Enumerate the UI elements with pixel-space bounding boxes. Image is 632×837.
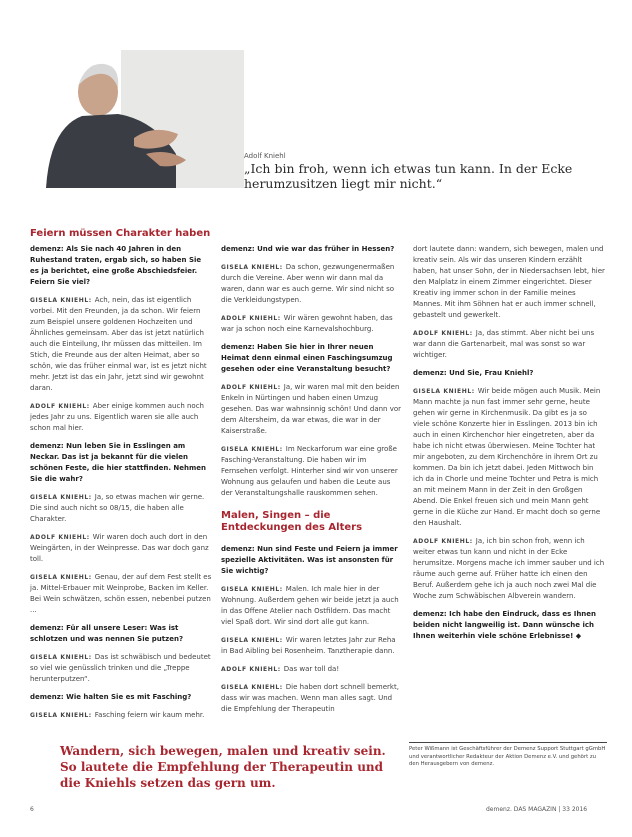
interview-question: demenz: Für all unsere Leser: Was ist schlotzen und was nennen Sie putzen? — [30, 624, 184, 643]
interview-answer — [413, 328, 605, 361]
speaker-label: ADOLF KNIEHL: — [413, 538, 473, 545]
speaker-label: GISELA KNIEHL: — [221, 586, 283, 593]
interview-answer — [221, 635, 403, 657]
speaker-label: GISELA KNIEHL: — [30, 712, 92, 719]
speaker-label: GISELA KNIEHL: — [413, 388, 475, 395]
speaker-label: ADOLF KNIEHL: — [30, 403, 90, 410]
answer-text: Wir waren letztes Jahr zur Reha in Bad Aibling bei Rosenheim. Tanztherapie dann. — [221, 636, 396, 655]
interview-question: demenz: Nun leben Sie in Esslingen am Neckar. Das ist ja bekannt für die vielen schönen Feste, die hier stattfinden. Nehmen Sie die wahr? — [30, 442, 207, 483]
column-2-bottom — [221, 544, 403, 722]
answer-text: Ja, wir waren mal mit den beiden Enkeln in Nürtingen und haben einen Umzug gesehen. Das war wahnsinnig schön! Und dann vor dem Altersheim, da war etwas, die war in der Kaiserstraße. — [221, 383, 402, 435]
column-3 — [413, 244, 605, 649]
header-quote: „Ich bin froh, wenn ich etwas tun kann. In der Ecke herumzusitzen liegt mir nicht.“ — [244, 161, 573, 191]
column-2-top — [221, 244, 403, 506]
answer-text: Malen. Ich male hier in der Wohnung. Außerdem gehen wir beide jetzt ja auch in das Offene Atelier nach Ostfildern. Das macht viel Spaß dort. Wir sind dort alle gut kann. — [221, 585, 399, 626]
interview-question: demenz: Nun sind Feste und Feiern ja immer spezielle Aktivitäten. Was ist ansonsten für Sie wichtig? — [221, 545, 398, 575]
answer-text: Wir beide mögen auch Musik. Mein Mann machte ja nun fast immer sehr gerne, heute gehen wir gerne in Kirchenmusik. Da gibt es ja so viele schöne Konzerte hier in Esslingen. 2013 bin ich auch in einen Kirchenchor hier eingetreten, aber da habe ich nicht etwas überwiesen. Meine Tochter hat mir angeboten, zu dem Kirchenchöre in ihrem Ort zu kommen. Da bin ich jetzt dabei. Jeden Mittwoch bin ich da in Chorle und meine Tochter und Petra is mich an mit meinem Mann in der Zeit in den Großgen Abend. Die Enkel freuen sich und mein Mann geht gerne in die Küche zur Hand. Er macht doch so gerne den Haushalt. — [413, 387, 601, 527]
interview-answer — [413, 244, 605, 321]
answer-text: Ja, ich bin schon froh, wenn ich weiter etwas tun kann und nicht in der Ecke herumsitze. Morgens mache ich immer sauber und ich räume auch gerne auf. Früher hatte ich einen den Beruf. Außerdem gehe ich ja auch noch zwei Mal die Woche zum Schwäbischen Albverein wandern. — [413, 537, 605, 600]
answer-text: Genau, der auf dem Fest stellt es ja. Mittel-Erbauer mit Weinprobe, Backen im Keller. Bei Wein schwätzen, schön essen, nebenbei putzen ... — [30, 573, 212, 614]
page-number: 6 — [30, 806, 34, 813]
answer-text: dort lautete dann: wandern, sich bewegen, malen und kreativ sein. Als wir das unseren Kindern erzählt haben, hat unser Sohn, der in Niedersachsen lebt, hier den Malplatz in einem Zimmer eingerichtet. Dieser Kreativ ing immer schon in der Familie meines Mannes. Mit ihm Söhnen hat er auch immer schnell, gebastelt und gewerkelt. — [413, 245, 605, 319]
interview-answer — [221, 664, 403, 675]
section-title-malen: Malen, Singen – die Entdeckungen des Alters — [221, 510, 363, 533]
answer-text: Im Neckarforum war eine große Fasching-Veranstaltung. Die haben wir im Fernsehen verfolgt. Hinterher sind wir von unserer Wohnung aus gelaufen und haben die Leute aus der Veranstaltungshalle rauskommen sehen. — [221, 445, 398, 497]
interview-answer — [30, 652, 212, 685]
interview-answer — [221, 382, 403, 437]
speaker-label: GISELA KNIEHL: — [30, 297, 92, 304]
answer-text: Das ist schwäbisch und bedeutet so viel wie genüsslich trinken und die „Treppe herunterputzen“. — [30, 653, 211, 683]
speaker-label: GISELA KNIEHL: — [30, 654, 92, 661]
speaker-label: GISELA KNIEHL: — [30, 574, 92, 581]
interview-answer — [413, 536, 605, 602]
speaker-label: ADOLF KNIEHL: — [221, 384, 281, 391]
interview-answer — [221, 262, 403, 306]
portrait-photo — [26, 50, 244, 188]
answer-text: Das war toll da! — [283, 665, 340, 673]
column-1 — [30, 244, 212, 728]
speaker-label: GISELA KNIEHL: — [30, 494, 92, 501]
speaker-label: GISELA KNIEHL: — [221, 684, 283, 691]
answer-text: Da schon, gezwungenermaßen durch die Vereine. Aber wenn wir dann mal da waren, dann war es auch gerne. Wir sind nicht so die Verkleidungstypen. — [221, 263, 395, 304]
speaker-label: GISELA KNIEHL: — [221, 264, 283, 271]
interview-answer — [30, 572, 212, 616]
answer-text: Wir wären gewohnt haben, das war ja schon noch eine Karnevalshochburg. — [221, 314, 393, 333]
speaker-label: ADOLF KNIEHL: — [221, 666, 281, 673]
speaker-label: GISELA KNIEHL: — [221, 637, 283, 644]
interview-question: demenz: Als Sie nach 40 Jahren in den Ruhestand traten, ergab sich, so haben Sie es ja berichtet, eine große Abschiedsfeier. Feiern Sie viel? — [30, 245, 202, 286]
interview-answer — [221, 313, 403, 335]
speaker-label: GISELA KNIEHL: — [221, 446, 283, 453]
section-title-feiern: Feiern müssen Charakter haben — [30, 228, 211, 239]
answer-text: Ja, das stimmt. Aber nicht bei uns war dann die Gartenarbeit, mal was sonst so war wichtiger. — [413, 329, 595, 359]
interview-question: demenz: Haben Sie hier in Ihrer neuen Heimat denn einmal einen Faschingsumzug gesehen oder eine Veranstaltung besucht? — [221, 343, 393, 373]
answer-text: Ja, so etwas machen wir gerne. Die sind auch nicht so 08/15, die haben alle Charakter. — [30, 493, 205, 523]
interview-answer — [30, 492, 212, 525]
interview-question: demenz: Und Sie, Frau Kniehl? — [413, 369, 534, 377]
speaker-label: ADOLF KNIEHL: — [221, 315, 281, 322]
interview-answer — [221, 682, 403, 715]
interview-answer — [221, 444, 403, 499]
answer-text: Fasching feiern wir kaum mehr. — [94, 711, 205, 719]
interview-question: demenz: Wie halten Sie es mit Fasching? — [30, 693, 192, 701]
answer-text: Ach, nein, das ist eigentlich vorbei. Mit den Freunden, ja da schon. Wir feiern zum Beispiel unsere goldenen Hochzeiten und Ähnliches gemeinsam. Aber das ist jetzt natürlich auch die Einteilung, Ihr müssen das mitteilen. Im Stich, die Freunde aus der alten Heimat, aber so schön, wie das früher einmal war, ist es jetzt nicht mehr. Jetzt ist das ein Jahr, jetzt sind wir gewohnt daran. — [30, 296, 207, 392]
interview-question: demenz: Ich habe den Eindruck, dass es Ihnen beiden nicht langweilig ist. Dann wünsche ich Ihnen weiterhin viele schöne Erlebnisse! ◆ — [413, 610, 597, 640]
note-rule — [409, 742, 607, 743]
speaker-label: ADOLF KNIEHL: — [30, 534, 90, 541]
interview-answer — [30, 295, 212, 394]
pull-quote: Wandern, sich bewegen, malen und kreativ sein. So lautete die Empfehlung der Therapeutin und die Kniehls setzen das gern um. — [60, 744, 386, 790]
interview-answer — [30, 401, 212, 434]
author-note: Peter Wißmann ist Geschäftsführer der Demenz Support Stuttgart gGmbH und verantwortlicher Redakteur der Aktion Demenz e.V. und gehört zu den Herausgebern von demenz. — [409, 746, 606, 767]
answer-text: Aber einige kommen auch noch jedes Jahr zu uns. Eigentlich waren sie alle auch schon mal hier. — [30, 402, 204, 432]
answer-text: Wir waren doch auch dort in den Weingärten, in der Weinpresse. Das war doch ganz toll. — [30, 533, 209, 563]
interview-question: demenz: Und wie war das früher in Hessen? — [221, 245, 395, 253]
interview-answer — [221, 584, 403, 628]
magazine-footer: demenz. DAS MAGAZIN | 33 2016 — [486, 806, 588, 813]
interview-answer — [30, 532, 212, 565]
quote-speaker: Adolf Kniehl — [244, 152, 286, 160]
speaker-label: ADOLF KNIEHL: — [413, 330, 473, 337]
interview-answer — [30, 710, 212, 721]
answer-text: Die haben dort schnell bemerkt, dass wir was machen. Wenn man alles sagt. Und die Empfehlung der Therapeutin — [221, 683, 399, 713]
interview-answer — [413, 386, 605, 529]
